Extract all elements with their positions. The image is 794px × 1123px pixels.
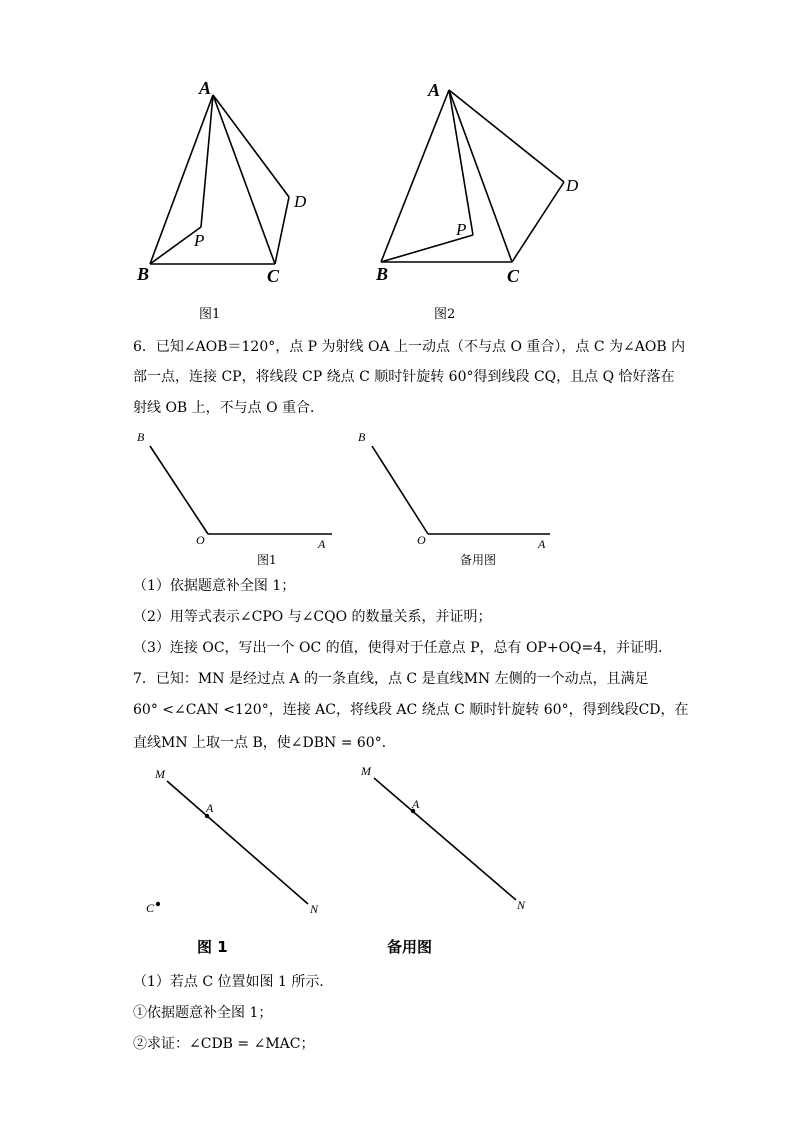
q6-fig2-label-b: B: [358, 430, 366, 444]
top-fig2-label-p: P: [456, 220, 467, 239]
q7-fig2-label-n: N: [517, 898, 526, 912]
q7-fig1-label-c: C: [146, 901, 155, 915]
top-fig2-caption: 图2: [434, 307, 456, 322]
q7-line1: 7．已知：MN 是经过点 A 的一条直线，点 C 是直线MN 左侧的一个动点，且满足: [133, 671, 649, 687]
q6-line1: 6．已知∠AOB＝120°，点 P 为射线 OA 上一动点（不与点 O 重合），点 C 为∠AOB 内: [133, 339, 686, 355]
q7-fig1-label-a: A: [206, 801, 214, 815]
q7-fig1-label-m: M: [155, 767, 165, 781]
top-fig1-label-b: B: [137, 264, 150, 284]
q6-fig1-label-a: A: [318, 537, 326, 551]
q6-line3: 射线 OB 上，不与点 O 重合．: [133, 400, 325, 416]
q6-line2: 部一点，连接 CP，将线段 CP 绕点 C 顺时针旋转 60°得到线段 CQ，且点 Q 恰好落在: [133, 369, 675, 385]
q7-sub1b: ②求证：∠CDB = ∠MAC；: [133, 1036, 315, 1052]
q7-sub1a: ①依据题意补全图 1；: [133, 1005, 273, 1021]
top-fig1-label-p: P: [194, 231, 205, 250]
q6-sub2: （2）用等式表示∠CPO 与∠CQO 的数量关系，并证明；: [133, 609, 492, 625]
q6-fig1-label-o: O: [196, 533, 205, 547]
top-fig1-label-a: A: [199, 78, 212, 98]
q7-fig1-caption: 图 1: [197, 938, 228, 956]
q7-line3: 直线MN 上取一点 B，使∠DBN = 60°．: [133, 735, 396, 751]
q6-sub3: （3）连接 OC，写出一个 OC 的值，使得对于任意点 P，总有 OP+OQ=4，并证明．: [133, 640, 673, 656]
top-fig1-label-c: C: [267, 266, 280, 286]
q6-sub1: （1）依据题意补全图 1；: [133, 578, 296, 594]
q7-fig2-label-a: A: [412, 797, 420, 811]
q7-fig2-lines: [374, 778, 516, 900]
top-fig1-caption: 图1: [199, 307, 221, 322]
top-fig2-label-c: C: [507, 266, 520, 286]
q7-fig2-label-m: M: [361, 764, 371, 778]
q6-fig1-caption: 图1: [257, 553, 277, 567]
q7-fig1-lines: [156, 781, 308, 906]
q7-fig1-point-c: [156, 902, 160, 906]
q7-fig1-label-n: N: [310, 902, 319, 916]
q6-fig2-label-a: A: [538, 537, 546, 551]
q7-sub1: （1）若点 C 位置如图 1 所示．: [133, 974, 334, 990]
top-fig2-label-a: A: [428, 80, 441, 100]
q7-fig2-caption: 备用图: [387, 938, 433, 956]
q6-fig2-caption: 备用图: [460, 553, 497, 567]
top-fig1-label-d: D: [294, 192, 307, 211]
top-fig2-label-d: D: [566, 176, 579, 195]
top-fig2-label-b: B: [376, 264, 389, 284]
q6-fig1-label-b: B: [137, 430, 145, 444]
q6-fig2-label-o: O: [417, 533, 426, 547]
q7-line2: 60° <∠CAN <120°，连接 AC，将线段 AC 绕点 C 顺时针旋转 60°，得到线段CD，在: [133, 702, 689, 718]
